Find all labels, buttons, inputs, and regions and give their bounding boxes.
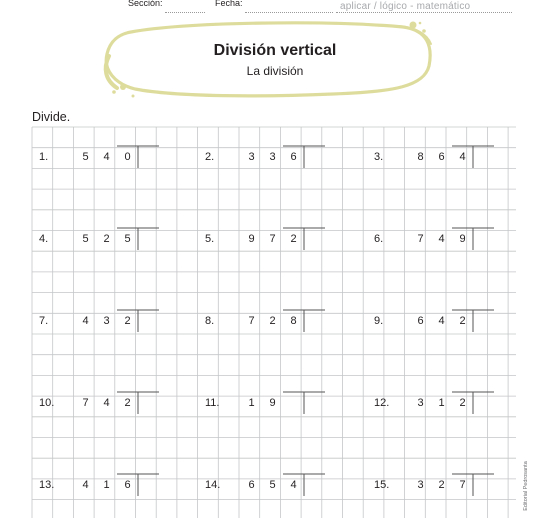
dividend-digit: 3 [248,151,255,163]
dividend-digit: 4 [438,233,445,245]
dividend-digit: 2 [290,233,297,245]
bracket-line [452,146,494,168]
skill-caption: aplicar / lógico - matemático [340,1,471,12]
dividend-digit: 9 [459,233,466,245]
division-bracket [374,230,524,252]
instruction-text: Divide. [32,110,71,124]
dividend-digit: 5 [82,151,89,163]
bracket-line [117,474,159,496]
dividend-digit: 2 [459,315,466,327]
division-bracket [374,148,524,170]
exercise-item [205,476,355,498]
dividend-digit: 3 [417,479,424,491]
division-bracket [205,312,355,334]
dividend-digit: 6 [290,151,297,163]
exercise-item [374,230,524,252]
bracket-line [117,146,159,168]
exercise-item [374,312,524,334]
exercise-item [205,312,355,334]
exercise-number: 4. [39,233,49,245]
dividend-digit: 4 [82,479,89,491]
dividend-digit: 7 [459,479,466,491]
dividend-digit: 2 [103,233,110,245]
division-bracket [205,476,355,498]
dividend-digit: 5 [82,233,89,245]
dividend-digit: 0 [124,151,131,163]
exercise-number: 10. [39,397,55,409]
exercise-number: 8. [205,315,215,327]
division-bracket [39,312,189,334]
exercise-number: 11. [205,397,220,409]
date-label: Fecha: [215,0,243,8]
publisher-text: Editorial Pedrosanta [523,461,529,511]
dividend-digit: 6 [124,479,131,491]
page-subtitle: La división [246,64,304,78]
exercise-item [374,476,524,498]
exercise-item [374,148,524,170]
dividend-digit: 6 [248,479,255,491]
exercise-item [39,230,189,252]
bracket-line [283,392,325,414]
bracket-line [117,392,159,414]
bracket-line [452,310,494,332]
dividend-digit: 7 [417,233,424,245]
dividend-digit: 4 [459,151,466,163]
dividend-digit: 7 [269,233,276,245]
dividend-digit: 1 [438,397,445,409]
dividend-digit: 9 [269,397,276,409]
dividend-digit: 7 [248,315,255,327]
division-bracket [39,230,189,252]
dividend-digit: 8 [290,315,297,327]
bracket-line [117,228,159,250]
dividend-digit: 4 [82,315,89,327]
dividend-digit: 3 [269,151,276,163]
dividend-digit: 8 [417,151,424,163]
bracket-line [283,146,325,168]
exercise-item [39,312,189,334]
bracket-line [452,392,494,414]
exercise-number: 3. [374,151,384,163]
division-bracket [39,148,189,170]
exercise-item [39,394,189,416]
exercise-item [205,148,355,170]
dividend-digit: 9 [248,233,255,245]
dividend-digit: 3 [417,397,424,409]
exercise-item [205,394,355,416]
dividend-digit: 1 [248,397,255,409]
section-label: Sección: [128,0,163,8]
exercise-number: 5. [205,233,215,245]
division-bracket [205,230,355,252]
division-bracket [374,476,524,498]
exercise-item [374,394,524,416]
dividend-digit: 2 [438,479,445,491]
exercise-item [39,148,189,170]
bracket-line [283,228,325,250]
exercise-number: 13. [39,479,55,491]
dividend-digit: 5 [124,233,131,245]
bracket-line [283,474,325,496]
exercise-item [205,230,355,252]
exercise-number: 7. [39,315,49,327]
bracket-line [452,474,494,496]
dividend-digit: 7 [82,397,89,409]
publisher-credit [521,455,531,517]
dividend-digit: 2 [459,397,466,409]
dividend-digit: 4 [103,397,110,409]
bracket-line [283,310,325,332]
division-bracket [205,394,355,416]
dividend-digit: 2 [124,315,131,327]
exercise-number: 14. [205,479,221,491]
dividend-digit: 2 [269,315,276,327]
exercise-number: 12. [374,397,390,409]
exercise-number: 6. [374,233,384,245]
dividend-digit: 3 [103,315,110,327]
division-bracket [205,148,355,170]
dividend-digit: 5 [269,479,276,491]
division-bracket [39,476,189,498]
dividend-digit: 2 [124,397,131,409]
division-bracket [39,394,189,416]
dividend-digit: 1 [103,479,110,491]
exercise-number: 1. [39,151,49,163]
exercise-item [39,476,189,498]
division-bracket [374,394,524,416]
bracket-line [117,310,159,332]
dividend-digit: 4 [290,479,297,491]
dividend-digit: 4 [438,315,445,327]
exercise-number: 15. [374,479,390,491]
exercise-number: 2. [205,151,215,163]
bracket-line [452,228,494,250]
dividend-digit: 4 [103,151,110,163]
dividend-digit: 6 [417,315,424,327]
dividend-digit: 6 [438,151,445,163]
division-bracket [374,312,524,334]
page-title: División vertical [213,42,337,59]
exercise-number: 9. [374,315,384,327]
